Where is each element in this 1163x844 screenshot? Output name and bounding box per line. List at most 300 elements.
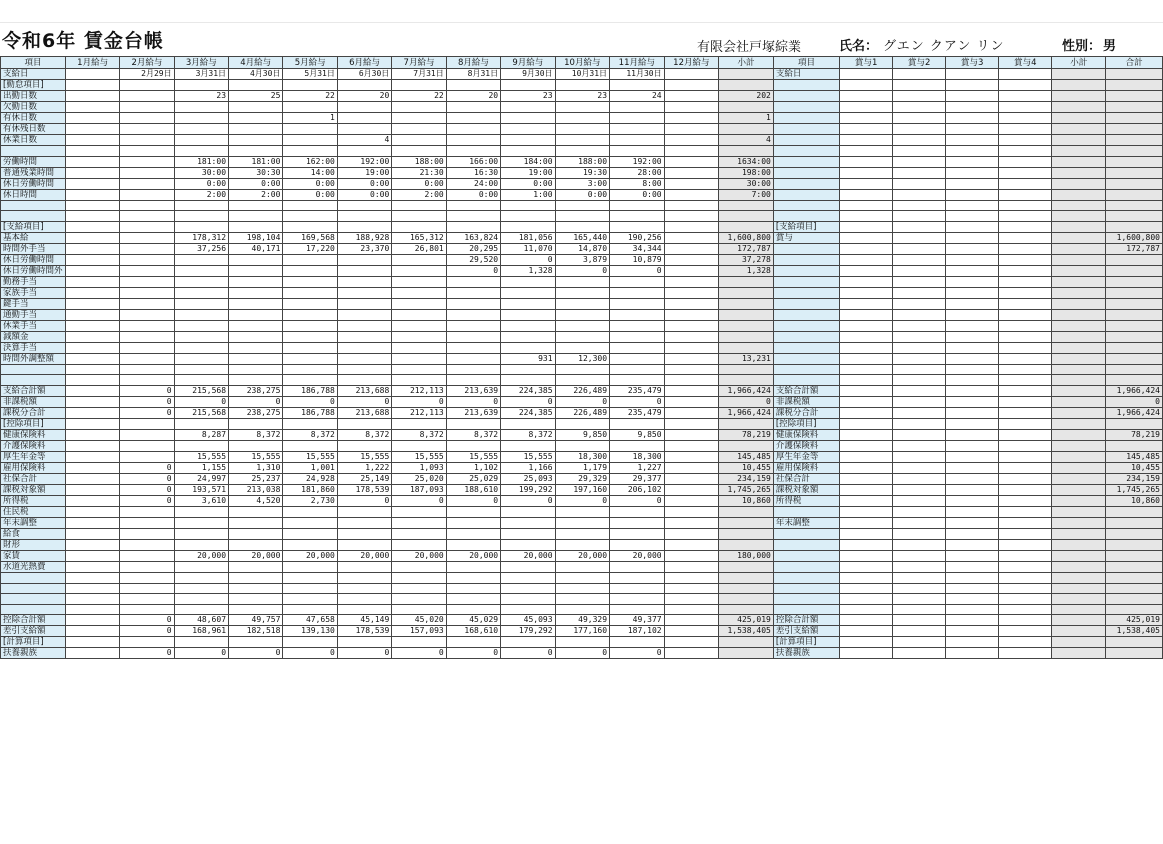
grand-total-cell[interactable] bbox=[1106, 440, 1163, 451]
month-cell[interactable]: 4,520 bbox=[229, 495, 283, 506]
bonus-cell[interactable] bbox=[999, 484, 1052, 495]
month-cell[interactable] bbox=[174, 528, 228, 539]
month-cell[interactable] bbox=[174, 637, 228, 648]
bonus-subtotal-cell[interactable] bbox=[1052, 396, 1106, 407]
month-cell[interactable]: 15,555 bbox=[283, 451, 337, 462]
bonus-subtotal-cell[interactable] bbox=[1052, 342, 1106, 353]
month-cell[interactable]: 181,860 bbox=[283, 484, 337, 495]
bonus-subtotal-cell[interactable] bbox=[1052, 298, 1106, 309]
month-cell[interactable]: 235,479 bbox=[610, 407, 665, 418]
subtotal-cell[interactable] bbox=[719, 561, 774, 572]
month-cell[interactable]: 213,688 bbox=[337, 407, 391, 418]
column-header[interactable]: 賞与2 bbox=[893, 57, 946, 69]
month-cell[interactable] bbox=[283, 517, 337, 528]
month-cell[interactable] bbox=[120, 146, 174, 157]
month-cell[interactable] bbox=[555, 440, 610, 451]
bonus-cell[interactable] bbox=[946, 146, 999, 157]
bonus-cell[interactable] bbox=[999, 243, 1052, 254]
bonus-cell[interactable] bbox=[999, 342, 1052, 353]
grand-total-cell[interactable] bbox=[1106, 331, 1163, 342]
month-cell[interactable] bbox=[337, 440, 391, 451]
month-cell[interactable]: 20,000 bbox=[555, 550, 610, 561]
month-cell[interactable]: 23 bbox=[174, 91, 228, 102]
month-cell[interactable] bbox=[120, 265, 174, 276]
subtotal-cell[interactable] bbox=[719, 80, 774, 91]
month-cell[interactable] bbox=[229, 320, 283, 331]
month-cell[interactable] bbox=[337, 265, 391, 276]
month-cell[interactable] bbox=[65, 407, 119, 418]
month-cell[interactable]: 15,555 bbox=[446, 451, 500, 462]
month-cell[interactable] bbox=[174, 254, 228, 265]
month-cell[interactable] bbox=[337, 637, 391, 648]
bonus-cell[interactable] bbox=[946, 189, 999, 200]
month-cell[interactable]: 165,440 bbox=[555, 232, 610, 243]
subtotal-cell[interactable] bbox=[719, 517, 774, 528]
bonus-label-cell[interactable]: 社保合計 bbox=[773, 473, 839, 484]
bonus-cell[interactable] bbox=[946, 429, 999, 440]
row-label-cell[interactable]: 有休残日数 bbox=[1, 124, 66, 135]
month-cell[interactable]: 1,093 bbox=[392, 462, 446, 473]
month-cell[interactable] bbox=[610, 517, 665, 528]
month-cell[interactable]: 29,520 bbox=[446, 254, 500, 265]
bonus-cell[interactable] bbox=[893, 407, 946, 418]
row-label-cell[interactable] bbox=[1, 146, 66, 157]
month-cell[interactable] bbox=[555, 418, 610, 429]
month-cell[interactable]: 0 bbox=[610, 396, 665, 407]
bonus-cell[interactable] bbox=[840, 517, 893, 528]
bonus-cell[interactable] bbox=[946, 342, 999, 353]
month-cell[interactable]: 0 bbox=[283, 396, 337, 407]
month-cell[interactable] bbox=[501, 561, 555, 572]
month-cell[interactable] bbox=[446, 221, 500, 232]
month-cell[interactable] bbox=[283, 342, 337, 353]
bonus-cell[interactable] bbox=[946, 69, 999, 80]
month-cell[interactable] bbox=[65, 276, 119, 287]
month-cell[interactable]: 7月31日 bbox=[392, 69, 446, 80]
bonus-cell[interactable] bbox=[840, 353, 893, 364]
month-cell[interactable]: 186,788 bbox=[283, 385, 337, 396]
month-cell[interactable]: 0 bbox=[446, 495, 500, 506]
month-cell[interactable] bbox=[120, 637, 174, 648]
month-cell[interactable]: 0 bbox=[555, 265, 610, 276]
month-cell[interactable] bbox=[555, 309, 610, 320]
month-cell[interactable]: 20,000 bbox=[174, 550, 228, 561]
month-cell[interactable] bbox=[337, 113, 391, 124]
month-cell[interactable]: 224,385 bbox=[501, 385, 555, 396]
month-cell[interactable] bbox=[392, 517, 446, 528]
bonus-cell[interactable] bbox=[893, 396, 946, 407]
subtotal-cell[interactable] bbox=[719, 342, 774, 353]
month-cell[interactable]: 206,102 bbox=[610, 484, 665, 495]
bonus-cell[interactable] bbox=[840, 550, 893, 561]
month-cell[interactable]: 1,001 bbox=[283, 462, 337, 473]
bonus-cell[interactable] bbox=[999, 604, 1052, 615]
month-cell[interactable] bbox=[65, 287, 119, 298]
month-cell[interactable] bbox=[174, 309, 228, 320]
month-cell[interactable] bbox=[229, 594, 283, 605]
month-cell[interactable] bbox=[65, 561, 119, 572]
month-cell[interactable] bbox=[120, 91, 174, 102]
month-cell[interactable] bbox=[664, 440, 719, 451]
bonus-cell[interactable] bbox=[840, 440, 893, 451]
month-cell[interactable]: 11,070 bbox=[501, 243, 555, 254]
bonus-label-cell[interactable] bbox=[773, 211, 839, 222]
bonus-cell[interactable] bbox=[840, 429, 893, 440]
month-cell[interactable] bbox=[392, 342, 446, 353]
month-cell[interactable] bbox=[664, 572, 719, 583]
bonus-cell[interactable] bbox=[946, 375, 999, 386]
bonus-cell[interactable] bbox=[946, 396, 999, 407]
month-cell[interactable] bbox=[392, 265, 446, 276]
row-label-cell[interactable]: 休日労働時間 bbox=[1, 178, 66, 189]
month-cell[interactable]: 0 bbox=[120, 396, 174, 407]
column-header[interactable]: 3月給与 bbox=[174, 57, 228, 69]
month-cell[interactable] bbox=[664, 648, 719, 659]
column-header[interactable]: 賞与3 bbox=[946, 57, 999, 69]
month-cell[interactable]: 20 bbox=[337, 91, 391, 102]
month-cell[interactable] bbox=[229, 375, 283, 386]
month-cell[interactable] bbox=[174, 320, 228, 331]
month-cell[interactable] bbox=[610, 572, 665, 583]
month-cell[interactable] bbox=[664, 615, 719, 626]
bonus-cell[interactable] bbox=[840, 135, 893, 146]
month-cell[interactable]: 0 bbox=[120, 462, 174, 473]
month-cell[interactable] bbox=[65, 298, 119, 309]
month-cell[interactable] bbox=[283, 594, 337, 605]
bonus-cell[interactable] bbox=[840, 254, 893, 265]
month-cell[interactable]: 931 bbox=[501, 353, 555, 364]
bonus-label-cell[interactable]: 介護保険料 bbox=[773, 440, 839, 451]
month-cell[interactable]: 1,179 bbox=[555, 462, 610, 473]
month-cell[interactable] bbox=[446, 331, 500, 342]
month-cell[interactable] bbox=[664, 91, 719, 102]
month-cell[interactable]: 197,160 bbox=[555, 484, 610, 495]
month-cell[interactable] bbox=[446, 200, 500, 211]
month-cell[interactable] bbox=[337, 506, 391, 517]
month-cell[interactable] bbox=[229, 528, 283, 539]
bonus-subtotal-cell[interactable] bbox=[1052, 528, 1106, 539]
bonus-label-cell[interactable] bbox=[773, 113, 839, 124]
month-cell[interactable]: 2:00 bbox=[229, 189, 283, 200]
bonus-cell[interactable] bbox=[999, 211, 1052, 222]
month-cell[interactable] bbox=[555, 102, 610, 113]
month-cell[interactable] bbox=[392, 353, 446, 364]
month-cell[interactable]: 188:00 bbox=[392, 156, 446, 167]
grand-total-cell[interactable] bbox=[1106, 539, 1163, 550]
bonus-subtotal-cell[interactable] bbox=[1052, 211, 1106, 222]
bonus-cell[interactable] bbox=[946, 473, 999, 484]
bonus-cell[interactable] bbox=[999, 178, 1052, 189]
bonus-cell[interactable] bbox=[893, 604, 946, 615]
month-cell[interactable]: 0 bbox=[337, 495, 391, 506]
month-cell[interactable]: 8,372 bbox=[229, 429, 283, 440]
grand-total-cell[interactable]: 10,860 bbox=[1106, 495, 1163, 506]
month-cell[interactable] bbox=[120, 287, 174, 298]
month-cell[interactable] bbox=[501, 539, 555, 550]
bonus-cell[interactable] bbox=[999, 146, 1052, 157]
bonus-cell[interactable] bbox=[840, 276, 893, 287]
month-cell[interactable] bbox=[174, 594, 228, 605]
month-cell[interactable] bbox=[337, 211, 391, 222]
bonus-cell[interactable] bbox=[946, 615, 999, 626]
bonus-label-cell[interactable]: 所得税 bbox=[773, 495, 839, 506]
bonus-label-cell[interactable] bbox=[773, 91, 839, 102]
grand-total-cell[interactable]: 1,538,405 bbox=[1106, 626, 1163, 637]
month-cell[interactable] bbox=[174, 331, 228, 342]
bonus-label-cell[interactable]: 健康保険料 bbox=[773, 429, 839, 440]
bonus-cell[interactable] bbox=[893, 506, 946, 517]
row-label-cell[interactable]: 非課税額 bbox=[1, 396, 66, 407]
bonus-cell[interactable] bbox=[999, 648, 1052, 659]
month-cell[interactable]: 0:00 bbox=[337, 178, 391, 189]
month-cell[interactable] bbox=[555, 113, 610, 124]
bonus-cell[interactable] bbox=[946, 211, 999, 222]
month-cell[interactable] bbox=[664, 353, 719, 364]
row-label-cell[interactable]: 年末調整 bbox=[1, 517, 66, 528]
bonus-cell[interactable] bbox=[840, 342, 893, 353]
month-cell[interactable] bbox=[229, 211, 283, 222]
row-label-cell[interactable]: 家賃 bbox=[1, 550, 66, 561]
subtotal-cell[interactable] bbox=[719, 298, 774, 309]
month-cell[interactable] bbox=[664, 167, 719, 178]
bonus-cell[interactable] bbox=[893, 309, 946, 320]
month-cell[interactable] bbox=[174, 135, 228, 146]
bonus-cell[interactable] bbox=[840, 615, 893, 626]
row-label-cell[interactable]: 差引支給額 bbox=[1, 626, 66, 637]
bonus-cell[interactable] bbox=[946, 648, 999, 659]
grand-total-cell[interactable]: 1,745,265 bbox=[1106, 484, 1163, 495]
month-cell[interactable]: 49,757 bbox=[229, 615, 283, 626]
bonus-cell[interactable] bbox=[946, 113, 999, 124]
month-cell[interactable] bbox=[283, 364, 337, 375]
grand-total-cell[interactable] bbox=[1106, 200, 1163, 211]
bonus-subtotal-cell[interactable] bbox=[1052, 517, 1106, 528]
bonus-cell[interactable] bbox=[840, 232, 893, 243]
month-cell[interactable] bbox=[65, 418, 119, 429]
bonus-cell[interactable] bbox=[840, 594, 893, 605]
bonus-cell[interactable] bbox=[893, 102, 946, 113]
month-cell[interactable] bbox=[65, 375, 119, 386]
month-cell[interactable] bbox=[120, 167, 174, 178]
bonus-cell[interactable] bbox=[840, 331, 893, 342]
month-cell[interactable] bbox=[501, 221, 555, 232]
bonus-cell[interactable] bbox=[893, 287, 946, 298]
row-label-cell[interactable]: 控除合計額 bbox=[1, 615, 66, 626]
month-cell[interactable]: 1,328 bbox=[501, 265, 555, 276]
month-cell[interactable] bbox=[120, 80, 174, 91]
bonus-cell[interactable] bbox=[946, 254, 999, 265]
month-cell[interactable] bbox=[664, 451, 719, 462]
month-cell[interactable]: 16:30 bbox=[446, 167, 500, 178]
month-cell[interactable] bbox=[337, 517, 391, 528]
bonus-cell[interactable] bbox=[946, 637, 999, 648]
bonus-cell[interactable] bbox=[999, 102, 1052, 113]
subtotal-cell[interactable] bbox=[719, 375, 774, 386]
column-header[interactable]: 2月給与 bbox=[120, 57, 174, 69]
subtotal-cell[interactable]: 1,538,405 bbox=[719, 626, 774, 637]
grand-total-cell[interactable] bbox=[1106, 342, 1163, 353]
bonus-cell[interactable] bbox=[946, 550, 999, 561]
grand-total-cell[interactable] bbox=[1106, 320, 1163, 331]
bonus-subtotal-cell[interactable] bbox=[1052, 440, 1106, 451]
month-cell[interactable] bbox=[120, 211, 174, 222]
bonus-cell[interactable] bbox=[946, 135, 999, 146]
month-cell[interactable] bbox=[120, 254, 174, 265]
month-cell[interactable] bbox=[229, 146, 283, 157]
month-cell[interactable]: 5月31日 bbox=[283, 69, 337, 80]
grand-total-cell[interactable]: 1,600,800 bbox=[1106, 232, 1163, 243]
bonus-cell[interactable] bbox=[946, 572, 999, 583]
bonus-cell[interactable] bbox=[893, 124, 946, 135]
month-cell[interactable] bbox=[610, 440, 665, 451]
month-cell[interactable] bbox=[610, 287, 665, 298]
month-cell[interactable] bbox=[65, 364, 119, 375]
row-label-cell[interactable]: 支給日 bbox=[1, 69, 66, 80]
month-cell[interactable]: 213,639 bbox=[446, 385, 500, 396]
month-cell[interactable]: 47,658 bbox=[283, 615, 337, 626]
month-cell[interactable] bbox=[555, 561, 610, 572]
subtotal-cell[interactable]: 13,231 bbox=[719, 353, 774, 364]
bonus-cell[interactable] bbox=[999, 539, 1052, 550]
month-cell[interactable] bbox=[392, 113, 446, 124]
bonus-label-cell[interactable]: 差引支給額 bbox=[773, 626, 839, 637]
bonus-cell[interactable] bbox=[946, 178, 999, 189]
bonus-cell[interactable] bbox=[893, 495, 946, 506]
bonus-subtotal-cell[interactable] bbox=[1052, 221, 1106, 232]
month-cell[interactable]: 20,295 bbox=[446, 243, 500, 254]
month-cell[interactable] bbox=[174, 440, 228, 451]
month-cell[interactable]: 2:00 bbox=[392, 189, 446, 200]
row-label-cell[interactable] bbox=[1, 604, 66, 615]
subtotal-cell[interactable]: 172,787 bbox=[719, 243, 774, 254]
bonus-cell[interactable] bbox=[893, 637, 946, 648]
month-cell[interactable] bbox=[337, 287, 391, 298]
month-cell[interactable] bbox=[664, 265, 719, 276]
month-cell[interactable] bbox=[664, 113, 719, 124]
month-cell[interactable]: 25,093 bbox=[501, 473, 555, 484]
month-cell[interactable]: 1,155 bbox=[174, 462, 228, 473]
subtotal-cell[interactable]: 0 bbox=[719, 396, 774, 407]
bonus-cell[interactable] bbox=[999, 113, 1052, 124]
row-label-cell[interactable]: 支給合計額 bbox=[1, 385, 66, 396]
month-cell[interactable] bbox=[229, 331, 283, 342]
month-cell[interactable]: 4月30日 bbox=[229, 69, 283, 80]
month-cell[interactable] bbox=[337, 418, 391, 429]
bonus-cell[interactable] bbox=[840, 69, 893, 80]
month-cell[interactable] bbox=[555, 583, 610, 594]
month-cell[interactable] bbox=[283, 375, 337, 386]
bonus-cell[interactable] bbox=[946, 495, 999, 506]
bonus-cell[interactable] bbox=[840, 451, 893, 462]
subtotal-cell[interactable] bbox=[719, 124, 774, 135]
bonus-cell[interactable] bbox=[999, 594, 1052, 605]
month-cell[interactable]: 165,312 bbox=[392, 232, 446, 243]
month-cell[interactable] bbox=[174, 124, 228, 135]
subtotal-cell[interactable] bbox=[719, 364, 774, 375]
bonus-cell[interactable] bbox=[893, 626, 946, 637]
bonus-cell[interactable] bbox=[840, 637, 893, 648]
bonus-subtotal-cell[interactable] bbox=[1052, 232, 1106, 243]
month-cell[interactable] bbox=[664, 550, 719, 561]
bonus-label-cell[interactable]: 厚生年金等 bbox=[773, 451, 839, 462]
row-label-cell[interactable]: [計算項目] bbox=[1, 637, 66, 648]
month-cell[interactable] bbox=[65, 550, 119, 561]
month-cell[interactable] bbox=[120, 320, 174, 331]
month-cell[interactable] bbox=[392, 528, 446, 539]
bonus-subtotal-cell[interactable] bbox=[1052, 320, 1106, 331]
month-cell[interactable] bbox=[392, 80, 446, 91]
bonus-cell[interactable] bbox=[999, 124, 1052, 135]
month-cell[interactable] bbox=[283, 637, 337, 648]
month-cell[interactable]: 215,568 bbox=[174, 407, 228, 418]
month-cell[interactable]: 0 bbox=[229, 396, 283, 407]
month-cell[interactable] bbox=[501, 200, 555, 211]
month-cell[interactable] bbox=[229, 135, 283, 146]
month-cell[interactable]: 1,227 bbox=[610, 462, 665, 473]
month-cell[interactable]: 0 bbox=[392, 648, 446, 659]
row-label-cell[interactable]: 所得税 bbox=[1, 495, 66, 506]
row-label-cell[interactable]: 有休日数 bbox=[1, 113, 66, 124]
month-cell[interactable] bbox=[555, 637, 610, 648]
bonus-cell[interactable] bbox=[893, 276, 946, 287]
bonus-cell[interactable] bbox=[893, 375, 946, 386]
month-cell[interactable] bbox=[501, 102, 555, 113]
month-cell[interactable]: 8,372 bbox=[337, 429, 391, 440]
month-cell[interactable] bbox=[610, 506, 665, 517]
row-label-cell[interactable] bbox=[1, 375, 66, 386]
month-cell[interactable] bbox=[229, 539, 283, 550]
month-cell[interactable] bbox=[446, 561, 500, 572]
month-cell[interactable] bbox=[664, 604, 719, 615]
bonus-cell[interactable] bbox=[999, 615, 1052, 626]
month-cell[interactable] bbox=[610, 298, 665, 309]
month-cell[interactable]: 0 bbox=[337, 648, 391, 659]
month-cell[interactable] bbox=[283, 102, 337, 113]
row-label-cell[interactable]: 基本給 bbox=[1, 232, 66, 243]
month-cell[interactable]: 8,372 bbox=[283, 429, 337, 440]
month-cell[interactable] bbox=[501, 572, 555, 583]
subtotal-cell[interactable] bbox=[719, 418, 774, 429]
grand-total-cell[interactable] bbox=[1106, 167, 1163, 178]
month-cell[interactable]: 24:00 bbox=[446, 178, 500, 189]
month-cell[interactable] bbox=[283, 418, 337, 429]
month-cell[interactable] bbox=[392, 572, 446, 583]
row-label-cell[interactable]: 水道光熱費 bbox=[1, 561, 66, 572]
subtotal-cell[interactable] bbox=[719, 309, 774, 320]
month-cell[interactable] bbox=[555, 124, 610, 135]
grand-total-cell[interactable] bbox=[1106, 583, 1163, 594]
bonus-cell[interactable] bbox=[840, 298, 893, 309]
bonus-cell[interactable] bbox=[893, 353, 946, 364]
month-cell[interactable]: 45,149 bbox=[337, 615, 391, 626]
bonus-label-cell[interactable] bbox=[773, 572, 839, 583]
month-cell[interactable] bbox=[120, 124, 174, 135]
bonus-subtotal-cell[interactable] bbox=[1052, 550, 1106, 561]
column-header[interactable]: 11月給与 bbox=[610, 57, 665, 69]
month-cell[interactable] bbox=[664, 309, 719, 320]
bonus-subtotal-cell[interactable] bbox=[1052, 385, 1106, 396]
row-label-cell[interactable]: 休業手当 bbox=[1, 320, 66, 331]
month-cell[interactable] bbox=[65, 232, 119, 243]
month-cell[interactable]: 0 bbox=[501, 495, 555, 506]
month-cell[interactable] bbox=[65, 91, 119, 102]
bonus-subtotal-cell[interactable] bbox=[1052, 276, 1106, 287]
month-cell[interactable] bbox=[446, 146, 500, 157]
month-cell[interactable] bbox=[120, 561, 174, 572]
month-cell[interactable] bbox=[283, 320, 337, 331]
month-cell[interactable] bbox=[392, 287, 446, 298]
month-cell[interactable] bbox=[229, 637, 283, 648]
